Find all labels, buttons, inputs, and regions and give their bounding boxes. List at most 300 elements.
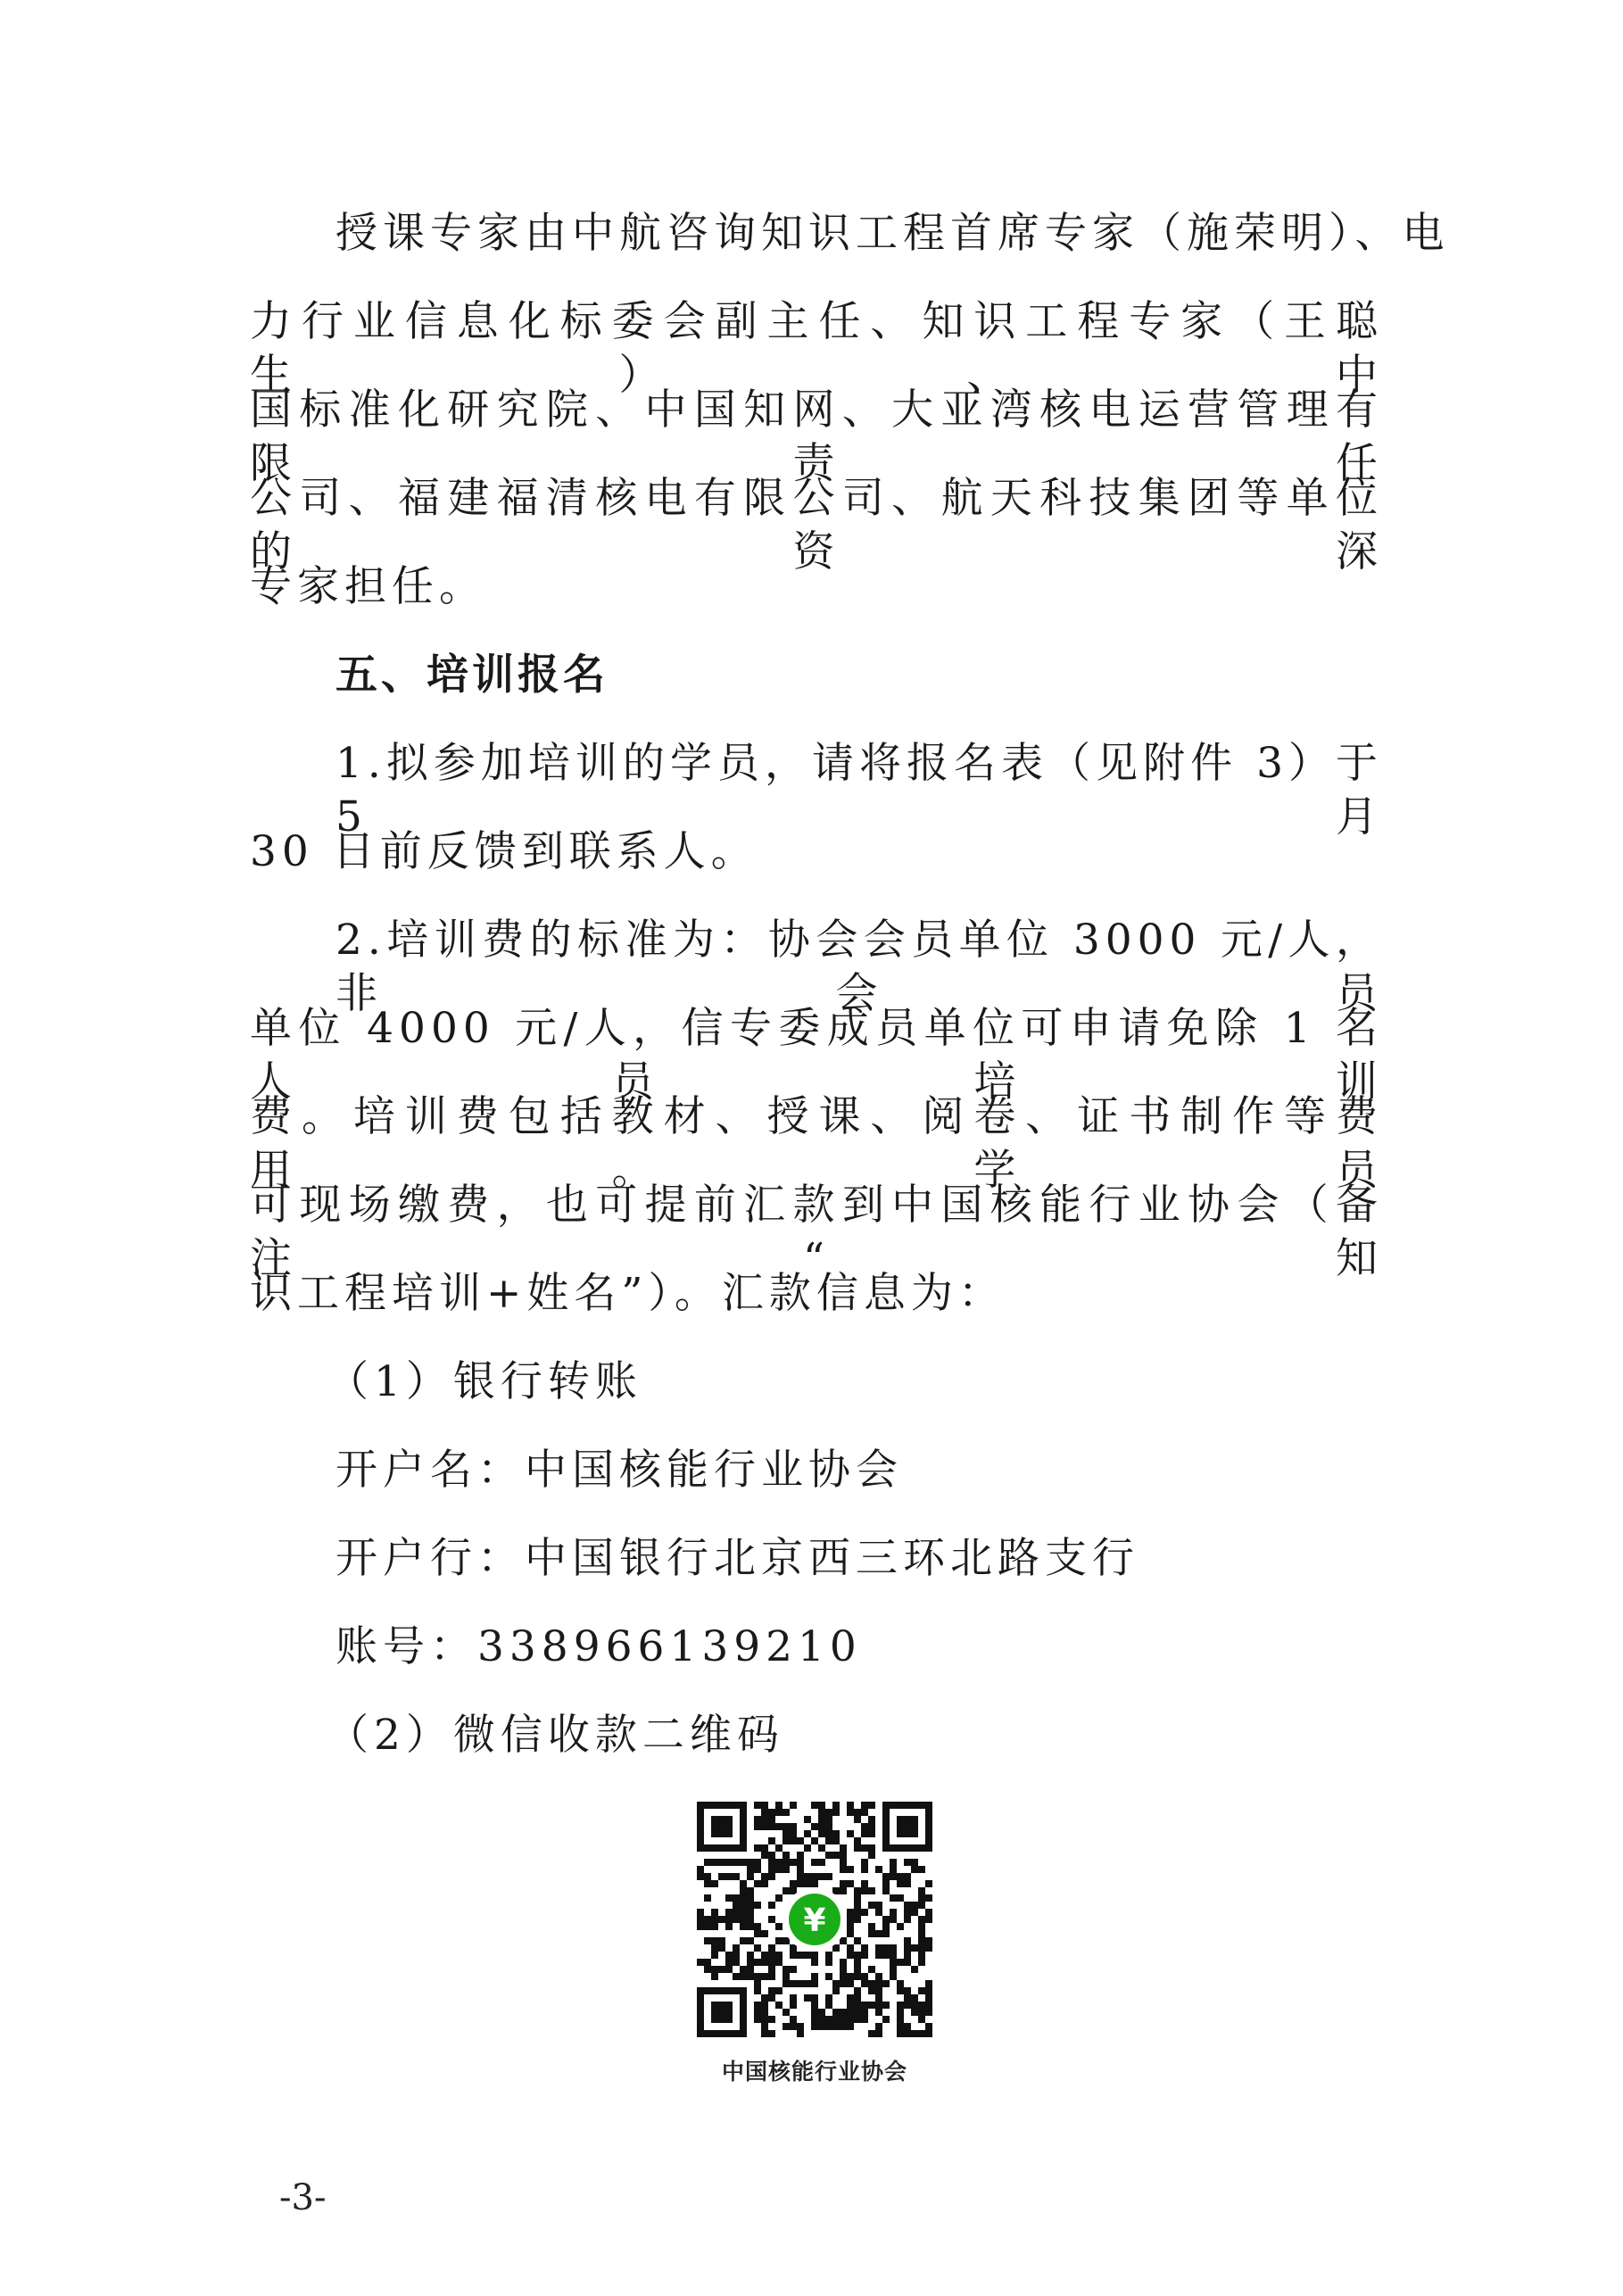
qr-module — [754, 1866, 761, 1873]
qr-module — [811, 2002, 818, 2009]
qr-module — [747, 1866, 754, 1873]
qr-module — [754, 1973, 761, 1980]
qr-module — [854, 1894, 861, 1902]
qr-module — [925, 2023, 932, 2030]
qr-module — [918, 1930, 925, 1937]
qr-module — [854, 1916, 861, 1923]
section-heading: 五、培训报名 — [335, 651, 609, 700]
qr-module — [783, 1859, 790, 1866]
qr-module — [825, 1837, 832, 1844]
qr-module — [797, 2030, 804, 2037]
qr-module — [868, 1844, 875, 1852]
qr-module — [740, 1966, 747, 1973]
qr-module — [775, 1802, 783, 1809]
qr-module — [904, 2030, 911, 2037]
qr-module — [761, 1816, 768, 1823]
qr-module — [747, 1873, 754, 1880]
qr-module — [790, 1887, 797, 1894]
qr-module — [804, 1880, 811, 1887]
qr-module — [768, 1952, 775, 1959]
qr-module — [775, 2002, 783, 2009]
qr-module — [897, 1894, 904, 1902]
wechat-qr-label: （2）微信收款二维码 — [327, 1711, 784, 1760]
qr-module — [718, 1873, 725, 1880]
qr-module — [775, 1952, 783, 1959]
qr-module — [754, 1930, 761, 1937]
qr-module — [747, 1966, 754, 1973]
qr-module — [847, 1866, 854, 1873]
qr-module — [882, 1916, 890, 1923]
qr-module — [868, 1923, 875, 1930]
qr-module — [875, 1909, 882, 1916]
qr-module — [761, 1852, 768, 1859]
qr-module — [747, 1894, 754, 1902]
qr-module — [918, 1987, 925, 1994]
qr-module — [754, 1880, 761, 1887]
experts-line-2: 力行业信息化标委会副主任、知识工程专家（王聪生）、中 — [250, 297, 1383, 400]
qr-module — [747, 1909, 754, 1916]
qr-module — [875, 1930, 882, 1937]
qr-module — [847, 1880, 854, 1887]
qr-module — [890, 1916, 897, 1923]
qr-module — [811, 1880, 818, 1887]
qr-module — [704, 1966, 711, 1973]
qr-module — [904, 1880, 911, 1887]
qr-module — [840, 1844, 847, 1852]
qr-module — [797, 1852, 804, 1859]
qr-module — [861, 1944, 868, 1952]
qr-module — [733, 1902, 740, 1909]
qr-module — [783, 1809, 790, 1816]
qr-module — [818, 2023, 825, 2030]
qr-module — [890, 1952, 897, 1959]
qr-module — [790, 1980, 797, 1987]
qr-module — [854, 1837, 861, 1844]
qr-module — [790, 2016, 797, 2023]
qr-module — [882, 2002, 890, 2009]
qr-module — [861, 2016, 868, 2023]
qr-module — [847, 1916, 854, 1923]
qr-module — [811, 1952, 818, 1959]
qr-module — [761, 1823, 768, 1830]
qr-module — [697, 1923, 704, 1930]
qr-module — [775, 1987, 783, 1994]
qr-module — [868, 1987, 875, 1994]
qr-module — [783, 1852, 790, 1859]
qr-module — [775, 1866, 783, 1873]
qr-module — [904, 1916, 911, 1923]
qr-module — [761, 1952, 768, 1959]
qr-module — [733, 1873, 740, 1880]
item2-line-4: 可现场缴费，也可提前汇款到中国核能行业协会（备注“知 — [250, 1181, 1383, 1283]
qr-module — [733, 1952, 740, 1959]
qr-module — [825, 2002, 832, 2009]
qr-module — [790, 1837, 797, 1844]
qr-module — [790, 1880, 797, 1887]
qr-module — [768, 1866, 775, 1873]
qr-module — [761, 2009, 768, 2016]
qr-module — [861, 1866, 868, 1873]
qr-module — [811, 1959, 818, 1966]
page-number: -3- — [279, 2177, 327, 2218]
qr-module — [725, 1916, 733, 1923]
experts-line-1: 授课专家由中航咨询知识工程首席专家（施荣明）、电 — [335, 209, 1450, 258]
qr-module — [825, 1816, 832, 1823]
qr-module — [811, 1823, 818, 1830]
qr-module — [783, 2009, 790, 2016]
qr-module — [811, 2023, 818, 2030]
qr-module — [825, 1823, 832, 1830]
qr-module — [882, 1952, 890, 1959]
qr-module — [832, 1809, 840, 1816]
qr-module — [854, 1987, 861, 1994]
qr-module — [740, 1923, 747, 1930]
qr-module — [761, 1973, 768, 1980]
qr-module — [868, 1802, 875, 1809]
qr-module — [925, 2009, 932, 2016]
qr-module — [854, 1959, 861, 1966]
qr-module — [761, 2002, 768, 2009]
qr-module — [768, 1859, 775, 1866]
qr-module — [711, 1909, 718, 1916]
qr-module — [725, 1959, 733, 1966]
qr-module — [775, 1844, 783, 1852]
qr-module — [832, 1802, 840, 1809]
qr-module — [825, 1809, 832, 1816]
qr-module — [868, 1830, 875, 1837]
qr-module — [840, 1852, 847, 1859]
item2-line-1: 2.培训费的标准为：协会会员单位 3000 元/人，非会员 — [335, 916, 1383, 1018]
qr-module — [790, 2023, 797, 2030]
qr-module — [832, 1837, 840, 1844]
qr-module — [882, 1887, 890, 1894]
qr-module — [747, 1959, 754, 1966]
qr-module — [861, 1844, 868, 1852]
qr-module — [897, 2016, 904, 2023]
qr-module — [925, 2002, 932, 2009]
qr-module — [811, 1973, 818, 1980]
qr-module — [768, 2030, 775, 2037]
qr-module — [697, 1909, 704, 1916]
qr-module — [818, 1802, 825, 1809]
qr-module — [868, 1887, 875, 1894]
qr-module — [825, 2016, 832, 2023]
qr-module — [790, 1952, 797, 1959]
qr-module — [711, 1952, 718, 1959]
qr-module — [775, 1923, 783, 1930]
qr-module — [925, 1994, 932, 2002]
qr-module — [711, 1944, 718, 1952]
qr-module — [775, 1859, 783, 1866]
qr-module — [832, 2009, 840, 2016]
qr-module — [811, 1859, 818, 1866]
qr-module — [875, 1902, 882, 1909]
qr-module — [790, 2002, 797, 2009]
qr-module — [861, 1859, 868, 1866]
qr-module — [897, 1880, 904, 1887]
qr-module — [768, 1973, 775, 1980]
qr-module — [783, 1973, 790, 1980]
qr-module — [904, 1987, 911, 1994]
qr-module — [725, 1923, 733, 1930]
qr-module — [740, 1909, 747, 1916]
qr-module — [854, 1816, 861, 1823]
qr-module — [840, 1866, 847, 1873]
qr-module — [861, 1802, 868, 1809]
qr-module — [890, 1866, 897, 1873]
qr-module — [854, 1909, 861, 1916]
qr-module — [725, 1859, 733, 1866]
qr-module — [861, 1823, 868, 1830]
qr-module — [882, 1930, 890, 1937]
qr-module — [868, 2002, 875, 2009]
qr-module — [818, 1809, 825, 1816]
qr-module — [904, 2023, 911, 2030]
qr-module — [747, 1952, 754, 1959]
qr-module — [840, 2009, 847, 2016]
qr-module — [918, 1866, 925, 1873]
qr-module — [818, 2009, 825, 2016]
qr-module — [733, 1973, 740, 1980]
qr-module — [890, 1973, 897, 1980]
qr-module — [704, 1894, 711, 1902]
qr-module — [697, 1916, 704, 1923]
qr-module — [811, 1994, 818, 2002]
qr-module — [754, 1816, 761, 1823]
qr-module — [754, 1902, 761, 1909]
qr-module — [775, 1959, 783, 1966]
qr-module — [747, 1923, 754, 1930]
qr-module — [904, 1994, 911, 2002]
qr-module — [875, 2023, 882, 2030]
qr-module — [847, 2016, 854, 2023]
qr-module — [804, 1816, 811, 1823]
qr-module — [790, 1802, 797, 1809]
qr-module — [747, 1916, 754, 1923]
qr-module — [797, 1866, 804, 1873]
qr-module — [725, 1894, 733, 1902]
qr-module — [790, 1823, 797, 1830]
qr-module — [897, 2030, 904, 2037]
qr-module — [797, 2023, 804, 2030]
qr-module — [904, 1909, 911, 1916]
qr-module — [904, 1959, 911, 1966]
qr-module — [861, 1880, 868, 1887]
qr-module — [897, 1987, 904, 1994]
qr-module — [911, 1994, 918, 2002]
qr-module — [854, 1973, 861, 1980]
qr-module — [904, 1873, 911, 1880]
qr-module — [718, 1937, 725, 1944]
qr-module — [754, 1944, 761, 1952]
qr-module — [768, 1902, 775, 1909]
qr-module — [761, 2030, 768, 2037]
qr-module — [768, 1916, 775, 1923]
qr-module — [911, 1902, 918, 1909]
qr-module — [740, 1902, 747, 1909]
qr-module — [875, 2009, 882, 2016]
qr-module — [904, 1952, 911, 1959]
bank-name: 开户行：中国银行北京西三环北路支行 — [335, 1534, 1139, 1583]
qr-module — [890, 1894, 897, 1902]
qr-module — [790, 1944, 797, 1952]
qr-module — [797, 1880, 804, 1887]
qr-module — [811, 1837, 818, 1844]
qr-module — [740, 1894, 747, 1902]
item2-line-3: 费。培训费包括教材、授课、阅卷、证书制作等费用。学员 — [250, 1092, 1383, 1195]
qr-module — [797, 1837, 804, 1844]
qr-module — [897, 2009, 904, 2016]
qr-module — [697, 1959, 704, 1966]
qr-module — [918, 1944, 925, 1952]
qr-module — [754, 1823, 761, 1830]
qr-module — [911, 1859, 918, 1866]
item2-line-5: 识工程培训+姓名”）。汇款信息为： — [250, 1269, 1006, 1318]
qr-module — [704, 1880, 711, 1887]
qr-module — [832, 1987, 840, 1994]
qr-module — [704, 1923, 711, 1930]
qr-module — [861, 1909, 868, 1916]
qr-module — [897, 1873, 904, 1880]
qr-module — [818, 2016, 825, 2023]
qr-module — [754, 2009, 761, 2016]
qr-module — [811, 1980, 818, 1987]
qr-finder-bottom-left — [697, 1987, 747, 2037]
qr-module — [875, 1944, 882, 1952]
qr-module — [704, 1916, 711, 1923]
qr-module — [783, 2023, 790, 2030]
qr-module — [861, 1980, 868, 1987]
qr-module — [797, 1952, 804, 1959]
qr-module — [840, 1887, 847, 1894]
qr-module — [925, 2030, 932, 2037]
qr-module — [847, 1809, 854, 1816]
qr-module — [854, 1937, 861, 1944]
qr-module — [854, 1966, 861, 1973]
qr-module — [925, 1894, 932, 1902]
qr-module — [811, 2016, 818, 2023]
qr-module — [904, 1859, 911, 1866]
qr-module — [904, 1944, 911, 1952]
qr-module — [818, 1816, 825, 1823]
qr-module — [747, 1859, 754, 1866]
qr-module — [711, 1966, 718, 1973]
qr-module — [825, 1994, 832, 2002]
qr-module — [890, 1909, 897, 1916]
qr-module — [825, 1952, 832, 1959]
qr-module — [925, 1987, 932, 1994]
qr-module — [882, 1944, 890, 1952]
qr-module — [804, 1980, 811, 1987]
qr-module — [754, 1923, 761, 1930]
qr-module — [832, 1830, 840, 1837]
qr-module — [911, 1944, 918, 1952]
qr-module — [783, 1980, 790, 1987]
qr-module — [875, 2030, 882, 2037]
qr-module — [868, 1852, 875, 1859]
qr-module — [847, 1973, 854, 1980]
qr-module — [775, 1823, 783, 1830]
experts-line-5: 专家担任。 — [250, 562, 486, 611]
qr-module — [861, 2009, 868, 2016]
qr-module — [718, 1859, 725, 1866]
qr-module — [825, 2023, 832, 2030]
qr-module — [847, 2023, 854, 2030]
qr-module — [868, 1902, 875, 1909]
qr-module — [847, 1944, 854, 1952]
qr-module — [747, 1887, 754, 1894]
qr-module — [918, 2009, 925, 2016]
qr-module — [918, 1894, 925, 1902]
qr-module — [854, 1994, 861, 2002]
qr-module — [761, 1880, 768, 1887]
qr-module — [768, 1944, 775, 1952]
experts-line-4: 公司、福建福清核电有限公司、航天科技集团等单位的资深 — [250, 474, 1383, 576]
qr-module — [747, 1902, 754, 1909]
qr-module — [882, 1880, 890, 1887]
qr-module — [854, 1809, 861, 1816]
qr-module — [847, 1952, 854, 1959]
qr-module — [925, 1909, 932, 1916]
qr-module — [925, 1980, 932, 1987]
qr-module — [861, 1887, 868, 1894]
qr-module — [761, 1844, 768, 1852]
qr-module — [761, 2023, 768, 2030]
qr-module — [890, 1859, 897, 1866]
qr-module — [840, 1966, 847, 1973]
qr-module — [754, 1987, 761, 1994]
qr-module — [740, 1887, 747, 1894]
qr-module — [761, 1809, 768, 1816]
qr-module — [882, 1980, 890, 1987]
qr-module — [761, 1959, 768, 1966]
account-number: 账号：338966139210 — [335, 1622, 862, 1671]
qr-module — [711, 1937, 718, 1944]
qr-module — [854, 2002, 861, 2009]
qr-module — [818, 1844, 825, 1852]
qr-module — [904, 2002, 911, 2009]
qr-module — [832, 1944, 840, 1952]
qr-module — [861, 1973, 868, 1980]
item1-line-2: 30 日前反馈到联系人。 — [250, 827, 758, 876]
qr-module — [832, 1852, 840, 1859]
qr-module — [847, 1909, 854, 1916]
qr-module — [847, 1802, 854, 1809]
qr-module — [868, 1980, 875, 1987]
qr-module — [875, 1952, 882, 1959]
qr-module — [711, 1880, 718, 1887]
qr-finder-top-right — [882, 1802, 932, 1852]
qr-module — [911, 1866, 918, 1873]
qr-module — [861, 2002, 868, 2009]
qr-module — [725, 1952, 733, 1959]
qr-module — [925, 1944, 932, 1952]
qr-module — [868, 1930, 875, 1937]
qr-module — [740, 1859, 747, 1866]
qr-module — [840, 1859, 847, 1866]
qr-module — [711, 1916, 718, 1923]
qr-module — [882, 1923, 890, 1930]
account-name: 开户名：中国核能行业协会 — [335, 1446, 903, 1495]
qr-module — [811, 1802, 818, 1809]
qr-module — [825, 1830, 832, 1837]
qr-module — [747, 1973, 754, 1980]
bank-transfer-label: （1）银行转账 — [327, 1357, 642, 1406]
qr-module — [832, 1980, 840, 1987]
qr-module — [861, 1809, 868, 1816]
qr-module — [783, 1823, 790, 1830]
qr-module — [718, 1966, 725, 1973]
